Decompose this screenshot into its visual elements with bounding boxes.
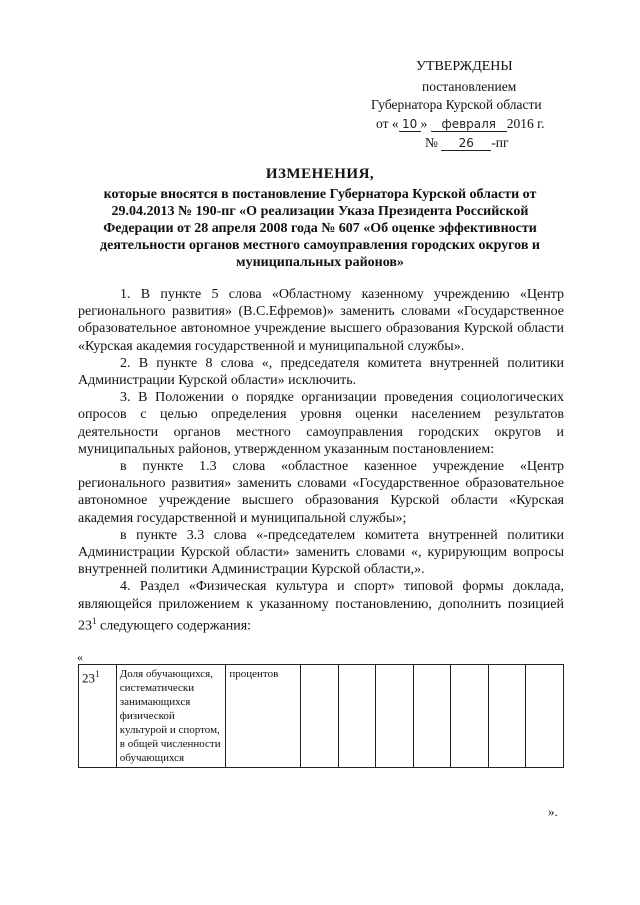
document-subtitle: которые вносятся в постановление Губернатора Курской области от 29.04.2013 № 190-пг «О реализации Указа Президента Российской Федерации от 28 апреля 2008 года № 607 «Об оценке эффективности деятельности органов местного самоуправления городских округов и муниципальных районов» [100, 187, 540, 270]
approval-date [376, 115, 545, 133]
paragraph-1: 1. В пункте 5 слова «Областному казенному учреждению «Центр регионального развития» (В.С.Ефремов)» заменить словами «Государственное образовательное автономное учреждение высшего образования Курской области «Курская академия государственной и муниципальной службы». [78, 287, 564, 354]
row-number: 23 [82, 670, 95, 686]
table-row [79, 665, 564, 768]
paragraph-3a: в пункте 1.3 слова «областное казенное учреждение «Центр регионального развития» заменить словами «Государственное образовательное автономное учреждение высшего образования Курской области «Курская академия государственной и муниципальной службы»; [78, 459, 564, 526]
date-suffix: 2016 г. [506, 116, 545, 131]
paragraph-3: 3. В Положении о порядке организации проведения социологических опросов с целью определения уровня оценки населением результатов деятельности органов местного самоуправления городских округов и муниципальных районов, утвержденном указанным постановлением: [78, 390, 564, 457]
approval-heading: УТВЕРЖДЕНЫ [416, 59, 513, 74]
cell-indicator: Доля обучающихся, систематически занимающихся физической культурой и спортом, в общей численности обучающихся [116, 665, 226, 768]
approval-governor: Губернатора Курской области [371, 97, 542, 112]
cell-empty [338, 665, 376, 768]
paragraph-4-sup: 1 [92, 615, 97, 626]
number-value: 26 [441, 136, 491, 151]
date-day: 10 [399, 117, 421, 132]
cell-empty [526, 665, 564, 768]
quote-close: ». [548, 804, 558, 819]
position-table [78, 664, 564, 768]
date-mid: » [420, 116, 428, 131]
cell-empty [301, 665, 339, 768]
cell-unit: процентов [226, 665, 301, 768]
cell-empty [451, 665, 489, 768]
paragraph-2: 2. В пункте 8 слова «, председателя комитета внутренней политики Администрации Курской области» исключить. [78, 355, 564, 389]
cell-number [79, 665, 117, 768]
paragraph-3b: в пункте 3.3 слова «-председателем комитета внутренней политики Администрации Курской области» заменить словами «, курирующим вопросы внутренней политики Администрации Курской области,». [78, 527, 564, 578]
paragraph-4-text: 4. Раздел «Физическая культура и спорт» типовой формы доклада, являющейся приложением к указанному постановлению, дополнить позицией 23 [78, 579, 564, 634]
number-suffix: -пг [491, 135, 509, 150]
approval-number [425, 134, 509, 152]
paragraph-4 [78, 578, 564, 634]
cell-empty [488, 665, 526, 768]
quote-open: « [77, 650, 83, 664]
date-prefix: от « [376, 116, 399, 131]
paragraph-4-tail: следующего содержания: [96, 618, 252, 634]
number-prefix: № [425, 135, 438, 150]
cell-empty [376, 665, 414, 768]
approval-by: постановлением [422, 79, 517, 94]
document-title: ИЗМЕНЕНИЯ, [265, 166, 375, 182]
date-month: февраля [431, 117, 507, 132]
row-number-sup: 1 [95, 669, 100, 679]
document-body [78, 286, 564, 635]
cell-empty [413, 665, 451, 768]
